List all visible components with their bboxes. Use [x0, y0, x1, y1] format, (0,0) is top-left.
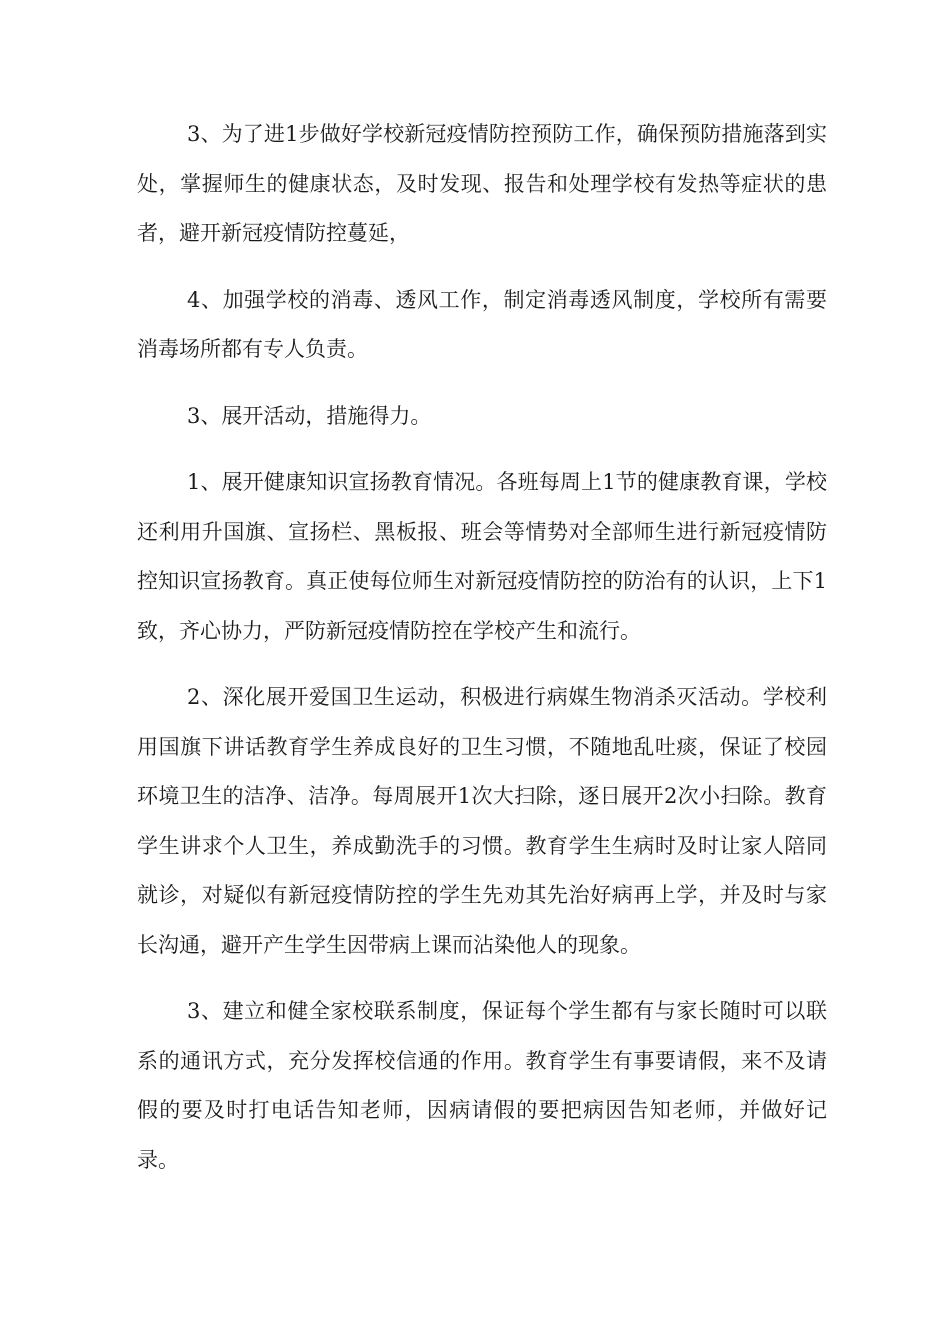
paragraph-prevention-work: 3、为了进1步做好学校新冠疫情防控预防工作，确保预防措施落到实处，掌握师生的健康状态，及时发现、报告和处理学校有发热等症状的患者，避开新冠疫情防控蔓延， — [137, 122, 827, 245]
paragraph-home-school-contact: 3、建立和健全家校联系制度，保证每个学生都有与家长随时可以联系的通讯方式，充分发挥校信通的作用。教育学生有事要请假，来不及请假的要及时打电话告知老师，因病请假的要把病因告知老师，并做好记录。 — [137, 999, 827, 1172]
paragraph-disinfection: 4、加强学校的消毒、透风工作，制定消毒透风制度，学校所有需要消毒场所都有专人负责。 — [137, 287, 827, 361]
paragraph-hygiene-campaign: 2、深化展开爱国卫生运动，积极进行病媒生物消杀灭活动。学校利用国旗下讲话教育学生养成良好的卫生习惯，不随地乱吐痰，保证了校园环境卫生的洁净、洁净。每周展开1次大扫除，逐日展开2次小扫除。教育学生讲求个人卫生，养成勤洗手的习惯。教育学生生病时及时让家人陪同就诊，对疑似有新冠疫情防控的学生先劝其先治好病再上学，并及时与家长沟通，避开产生学生因带病上课而沾染他人的现象。 — [137, 685, 827, 957]
document-body — [137, 110, 827, 1202]
paragraph-activities-heading: 3、展开活动，措施得力。 — [187, 403, 432, 428]
paragraph-health-education: 1、展开健康知识宣扬教育情况。各班每周上1节的健康教育课，学校还利用升国旗、宣扬栏、黑板报、班会等情势对全部师生进行新冠疫情防控知识宣扬教育。真正使每位师生对新冠疫情防控的防治有的认识，上下1致，齐心协力，严防新冠疫情防控在学校产生和流行。 — [137, 470, 827, 643]
